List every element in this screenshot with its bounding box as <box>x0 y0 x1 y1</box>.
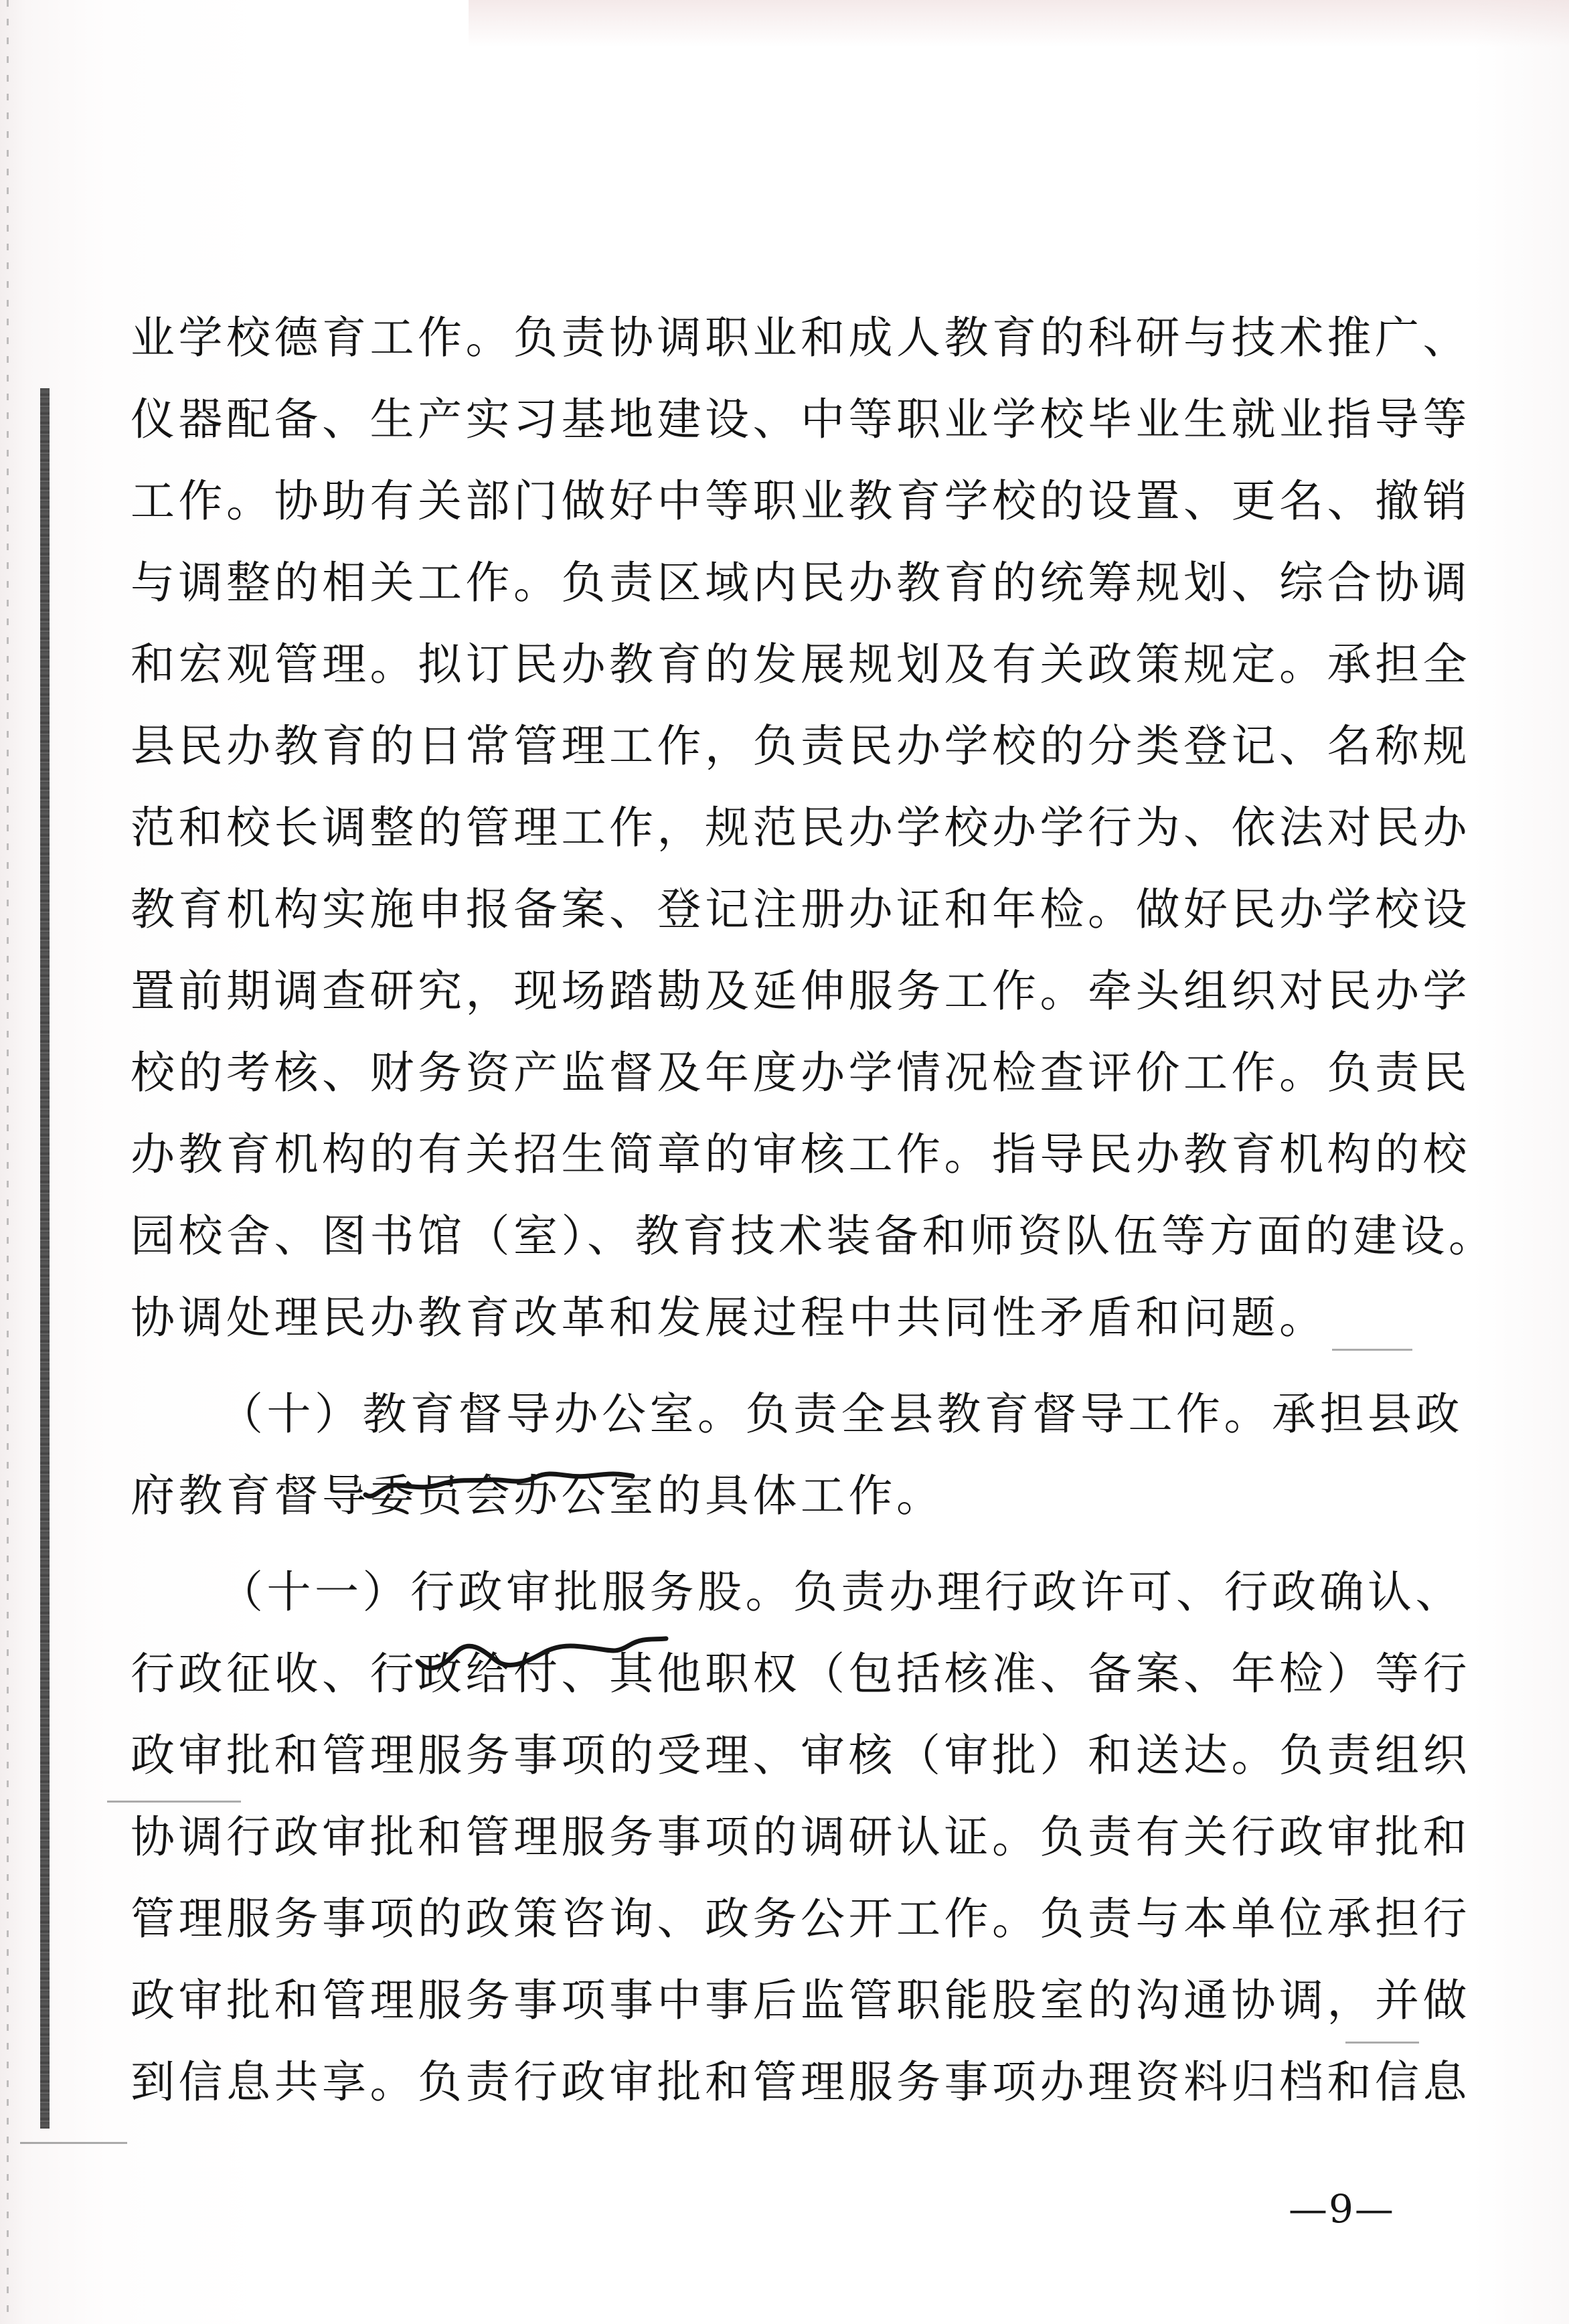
text-line: 行政征收、行政给付、其他职权（包括核准、备案、年检）等行 <box>131 1648 1471 1699</box>
text-line: 与调整的相关工作。负责区域内民办教育的统筹规划、综合协调 <box>131 557 1471 608</box>
text-line: 教育机构实施申报备案、登记注册办证和年检。做好民办学校设 <box>131 884 1471 935</box>
binding-edge-faint <box>7 0 9 2324</box>
text-line: 范和校长调整的管理工作，规范民办学校办学行为、依法对民办 <box>131 802 1471 853</box>
text-line: 到信息共享。负责行政审批和管理服务事项办理资料归档和信息 <box>131 2056 1471 2108</box>
text-line: 园校舍、图书馆（室）、教育技术装备和师资队伍等方面的建设。 <box>131 1210 1497 1262</box>
text-line: 府教育督导委员会办公室的具体工作。 <box>131 1470 944 1521</box>
section-heading-11: （十一）行政审批服务股。负责办理行政许可、行政确认、 <box>219 1566 1463 1618</box>
page-number: —9— <box>1289 2186 1395 2232</box>
text-line: 政审批和管理服务事项事中事后监管职能股室的沟通协调，并做 <box>131 1975 1471 2026</box>
scan-mark <box>107 1801 241 1803</box>
text-line: 业学校德育工作。负责协调职业和成人教育的科研与技术推广、 <box>131 312 1471 363</box>
text-line: 县民办教育的日常管理工作，负责民办学校的分类登记、名称规 <box>131 720 1471 772</box>
text-line: 协调行政审批和管理服务事项的调研认证。负责有关行政审批和 <box>131 1811 1471 1863</box>
scan-mark <box>1332 1349 1412 1351</box>
text-line: 校的考核、财务资产监督及年度办学情况检查评价工作。负责民 <box>131 1047 1471 1098</box>
scan-mark <box>1345 2042 1419 2044</box>
text-line: 政审批和管理服务事项的受理、审核（审批）和送达。负责组织 <box>131 1730 1471 1781</box>
text-line: 仪器配备、生产实习基地建设、中等职业学校毕业生就业指导等 <box>131 394 1471 445</box>
text-line: 管理服务事项的政策咨询、政务公开工作。负责与本单位承担行 <box>131 1893 1471 1944</box>
section-heading-10: （十）教育督导办公室。负责全县教育督导工作。承担县政 <box>219 1388 1463 1440</box>
scan-mark <box>20 2142 127 2144</box>
binding-edge <box>40 388 50 2129</box>
text-line: 和宏观管理。拟订民办教育的发展规划及有关政策规定。承担全 <box>131 639 1471 690</box>
text-line: 置前期调查研究，现场踏勘及延伸服务工作。牵头组织对民办学 <box>131 965 1471 1017</box>
text-line: 工作。协助有关部门做好中等职业教育学校的设置、更名、撤销 <box>131 475 1471 527</box>
text-line: 办教育机构的有关招生简章的审核工作。指导民办教育机构的校 <box>131 1129 1471 1180</box>
scan-stain <box>469 0 1569 47</box>
text-line: 协调处理民办教育改革和发展过程中共同性矛盾和问题。 <box>131 1292 1327 1343</box>
